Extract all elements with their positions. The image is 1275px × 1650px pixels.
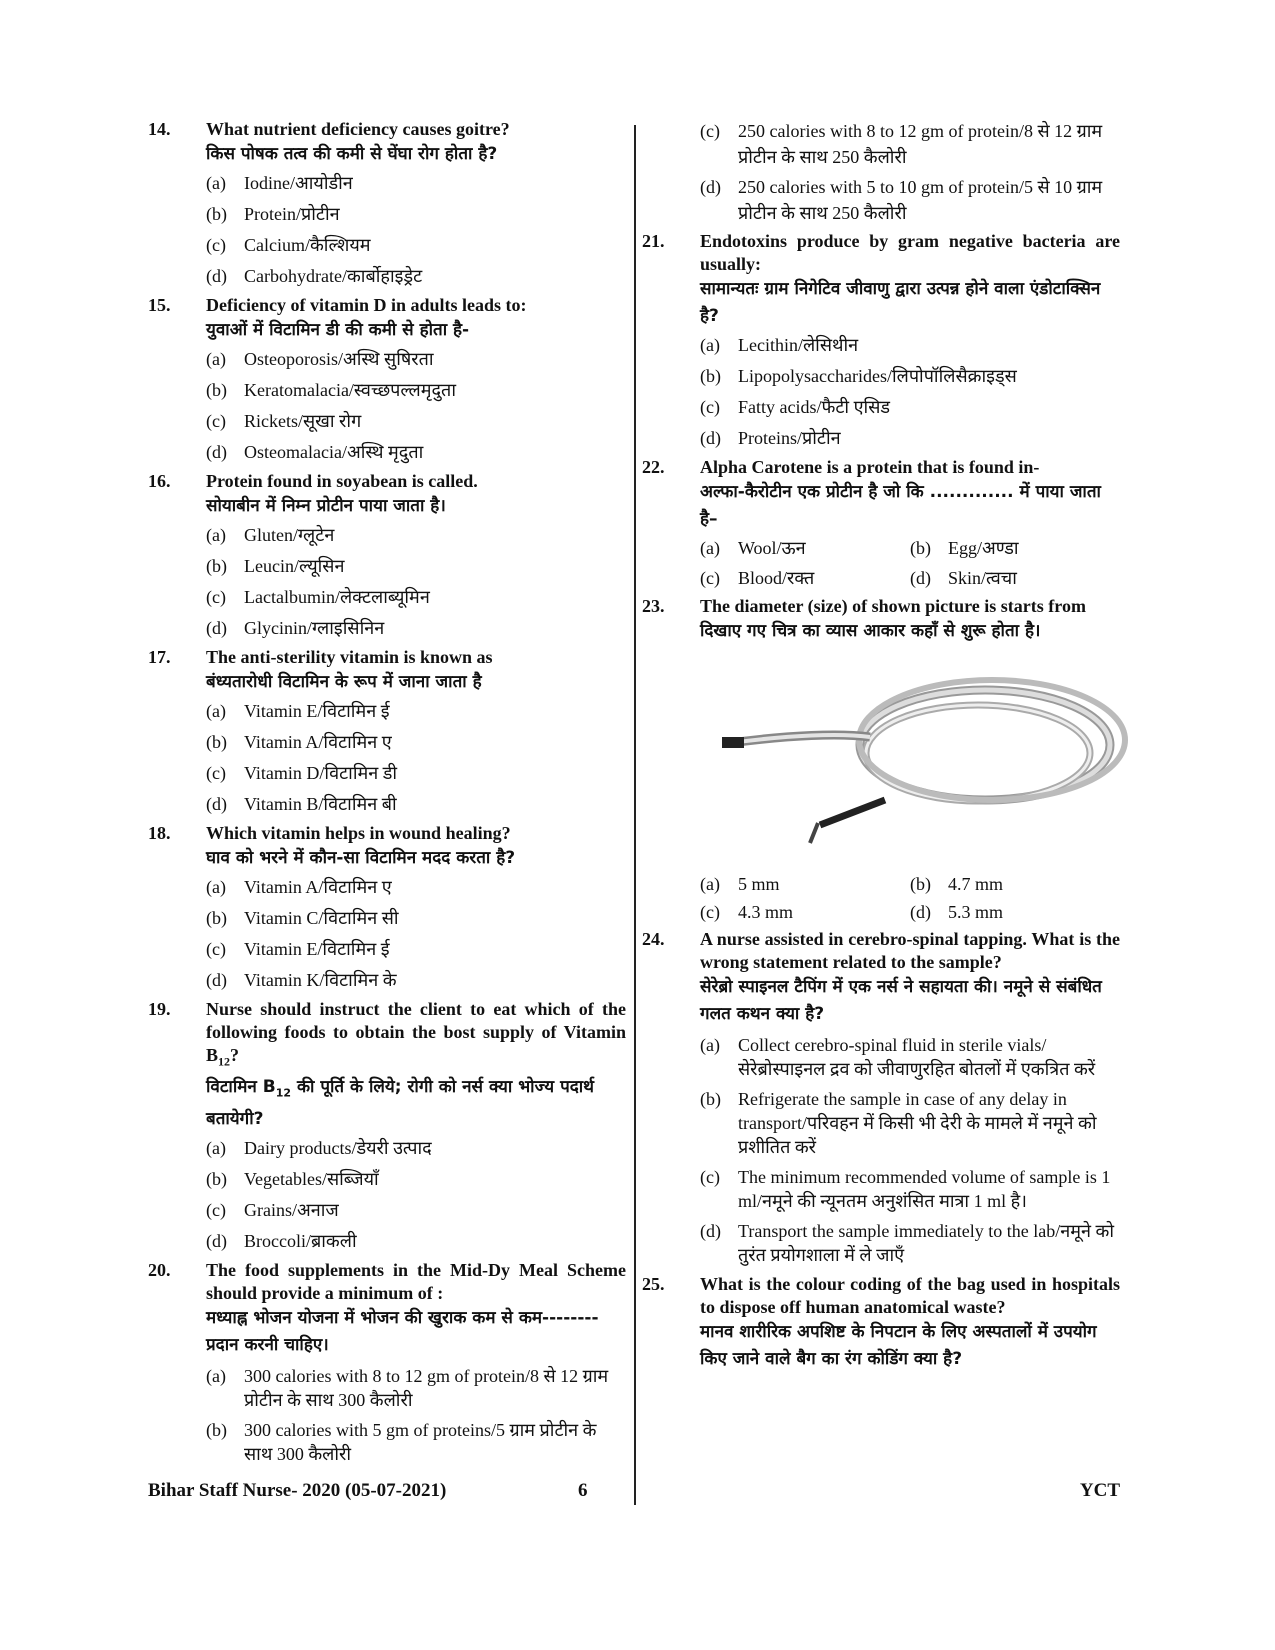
question-number: 17. <box>148 647 171 667</box>
question-text-hi: युवाओं में विटामिन डी की कमी से होता है- <box>206 320 470 340</box>
option-a: (a) Dairy products/डेयरी उत्पाद <box>206 1137 432 1158</box>
option-d: (d) Osteomalacia/अस्थि मृदुता <box>206 442 424 462</box>
option-a: (a) Wool/ऊन <box>700 538 806 558</box>
option-row-2 <box>700 898 1120 926</box>
option-b: (b) Vegetables/सब्जियाँ <box>206 1168 379 1189</box>
question-text-hi: मानव शारीरिक अपशिष्ट के निपटान के लिए अस्पतालों में उपयोग किए जाने वाले बैग का रंग कोडिंग क्या है? <box>700 1322 1097 1369</box>
option-b: (b) Egg/अण्डा <box>910 538 1019 558</box>
question-22 <box>642 456 1120 593</box>
question-text-hi: विटामिन $B_{12}$ की पूर्ति के लिये; रोगी को नर्स क्या भोज्य पदार्थ बतायेगी? <box>206 1076 595 1129</box>
question-14 <box>148 118 626 292</box>
question-number: 21. <box>642 231 665 251</box>
question-24 <box>642 928 1120 1267</box>
question-15 <box>148 294 626 468</box>
option-a: (a) Lecithin/लेसिथीन <box>700 335 859 355</box>
question-text-en: Endotoxins produce by gram negative bacteria are usually: <box>700 231 1120 274</box>
question-number: 24. <box>642 929 665 949</box>
question-text-en: Protein found in soyabean is called. <box>206 471 478 491</box>
option-b: (b) 4.7 mm <box>910 874 1004 894</box>
catheter-tube-image <box>710 675 1130 845</box>
option-c: (c) Vitamin D/विटामिन डी <box>206 763 398 783</box>
option-d: (d) Glycinin/ग्लाइसिनिन <box>206 618 385 638</box>
question-text-hi: अल्फा-कैरोटीन एक प्रोटीन है जो कि ............. में पाया जाता है– <box>700 482 1101 529</box>
question-number: 15. <box>148 295 171 315</box>
column-divider <box>634 125 636 1505</box>
question-text-en: What nutrient deficiency causes goitre? <box>206 119 510 139</box>
question-19 <box>148 998 626 1257</box>
question-text-hi: सोयाबीन में निम्न प्रोटीन पाया जाता है। <box>206 496 446 516</box>
question-text-hi: दिखाए गए चित्र का व्यास आकार कहाँ से शुरू होता है। <box>700 621 1041 641</box>
option-row-2 <box>700 563 1120 593</box>
option-a: (a) Iodine/आयोडीन <box>206 173 353 193</box>
option-c: (c) Rickets/सूखा रोग <box>206 411 362 431</box>
option-b: (b) Refrigerate the sample in case of any delay in transport/परिवहन में किसी भी देरी के मामले में नमूने को प्रशीतित करें <box>700 1089 1097 1157</box>
question-text-hi: बंध्यतारोधी विटामिन के रूप में जाना जाता है <box>206 672 482 692</box>
option-d: (d) Vitamin K/विटामिन के <box>206 970 397 990</box>
question-text-en: Deficiency of vitamin D in adults leads to: <box>206 295 527 315</box>
option-b: (b) Lipopolysaccharides/लिपोपॉलिसैक्राइड्स <box>700 366 1017 386</box>
question-number: 23. <box>642 596 665 616</box>
option-c: (c) Grains/अनाज <box>206 1199 339 1220</box>
question-number: 20. <box>148 1259 171 1280</box>
option-b: (b) Leucin/ल्यूसिन <box>206 556 345 576</box>
option-row-1 <box>700 533 1120 563</box>
option-c: (c) Blood/रक्त <box>700 568 815 588</box>
option-b: (b) Vitamin A/विटामिन ए <box>206 732 392 752</box>
exam-title: Bihar Staff Nurse- 2020 (05-07-2021) <box>148 1480 447 1501</box>
question-text-en: The food supplements in the Mid-Dy Meal Scheme should provide a minimum of : <box>206 1259 626 1303</box>
option-d: (d) 250 calories with 5 to 10 gm of protein/5 से 10 ग्राम प्रोटीन के साथ 250 कैलोरी <box>700 177 1103 223</box>
option-b: (b) Protein/प्रोटीन <box>206 204 340 224</box>
option-a: (a) 5 mm <box>700 874 780 894</box>
option-a: (a) Gluten/ग्लूटेन <box>206 525 335 545</box>
question-text-en: Nurse should instruct the client to eat which of the following foods to obtain the bost supply of Vitamin $B_{12}$? <box>206 999 626 1069</box>
option-d: (d) Proteins/प्रोटीन <box>700 428 841 448</box>
option-a: (a) 300 calories with 8 to 12 gm of protein/8 से 12 ग्राम प्रोटीन के साथ 300 कैलोरी <box>206 1365 609 1410</box>
option-b: (b) Vitamin C/विटामिन सी <box>206 908 399 928</box>
question-18 <box>148 822 626 996</box>
question-17 <box>148 646 626 820</box>
question-number: 19. <box>148 999 171 1019</box>
question-text-en: Alpha Carotene is a protein that is found in- <box>700 457 1040 477</box>
option-d: (d) Transport the sample immediately to the lab/नमूने को तुरंत प्रयोगशाला में ले जाएँ <box>700 1221 1115 1265</box>
question-text-hi: किस पोषक तत्व की कमी से घेंघा रोग होता है? <box>206 144 498 164</box>
question-25 <box>642 1273 1120 1373</box>
question-text-en: The anti-sterility vitamin is known as <box>206 647 493 667</box>
option-a: (a) Vitamin E/विटामिन ई <box>206 701 390 721</box>
option-c: (c) Vitamin E/विटामिन ई <box>206 939 390 959</box>
question-23 <box>642 595 1120 926</box>
question-text-en: The diameter (size) of shown picture is starts from <box>700 596 1086 616</box>
option-d: (d) 5.3 mm <box>910 902 1004 922</box>
option-d: (d) Broccoli/ब्राकली <box>206 1230 357 1251</box>
question-16 <box>148 470 626 644</box>
question-20 <box>148 1259 626 1466</box>
page-number: 6 <box>578 1480 588 1501</box>
option-d: (d) Skin/त्वचा <box>910 568 1017 588</box>
option-a: (a) Collect cerebro-spinal fluid in sterile vials/सेरेब्रोस्पाइनल द्रव को जीवाणुरहित बोतलों में एकत्रित करें <box>700 1035 1096 1079</box>
option-c: (c) 4.3 mm <box>700 902 794 922</box>
question-text-en: Which vitamin helps in wound healing? <box>206 823 511 843</box>
option-b: (b) 300 calories with 5 gm of proteins/5 ग्राम प्रोटीन के साथ 300 कैलोरी <box>206 1419 597 1464</box>
option-d: (d) Carbohydrate/कार्बोहाइड्रेट <box>206 266 423 286</box>
question-number: 22. <box>642 457 665 477</box>
option-c: (c) The minimum recommended volume of sample is 1 ml/नमूने की न्यूनतम अनुशंसित मात्रा 1 ml है। <box>700 1167 1111 1211</box>
question-text-en: What is the colour coding of the bag used in hospitals to dispose off human anatomical waste? <box>700 1274 1120 1317</box>
page-footer <box>148 1480 1120 1510</box>
question-text-hi: सामान्यतः ग्राम निगेटिव जीवाणु द्वारा उत्पन्न होने वाला एंडोटाक्सिन है? <box>700 279 1101 326</box>
question-number: 16. <box>148 471 171 491</box>
option-a: (a) Vitamin A/विटामिन ए <box>206 877 392 897</box>
question-number: 18. <box>148 823 171 843</box>
option-row-1 <box>700 870 1120 898</box>
option-c: (c) Fatty acids/फैटी एसिड <box>700 397 891 417</box>
question-text-en: A nurse assisted in cerebro-spinal tapping. What is the wrong statement related to the sample? <box>700 929 1120 972</box>
question-20-continued <box>642 118 1120 226</box>
option-a: (a) Osteoporosis/अस्थि सुषिरता <box>206 349 434 369</box>
right-column <box>642 118 1120 1375</box>
option-c: (c) Lactalbumin/लेक्टलाब्यूमिन <box>206 587 430 607</box>
option-d: (d) Vitamin B/विटामिन बी <box>206 794 397 814</box>
question-number: 25. <box>642 1274 665 1294</box>
left-column <box>148 118 626 1472</box>
question-number: 14. <box>148 119 171 139</box>
question-text-hi: मध्याह्न भोजन योजना में भोजन की खुराक कम से कम--------प्रदान करनी चाहिए। <box>206 1307 599 1355</box>
option-c: (c) 250 calories with 8 to 12 gm of protein/8 से 12 ग्राम प्रोटीन के साथ 250 कैलोरी <box>700 121 1103 167</box>
publisher-mark: YCT <box>1079 1480 1120 1501</box>
option-b: (b) Keratomalacia/स्वच्छपल्लमृदुता <box>206 380 456 400</box>
option-c: (c) Calcium/कैल्शियम <box>206 235 371 255</box>
question-text-hi: घाव को भरने में कौन-सा विटामिन मदद करता है? <box>206 848 516 868</box>
question-text-hi: सेरेब्रो स्पाइनल टैपिंग में एक नर्स ने सहायता की। नमूने से संबंधित गलत कथन क्या है? <box>700 977 1102 1024</box>
question-21 <box>642 230 1120 454</box>
